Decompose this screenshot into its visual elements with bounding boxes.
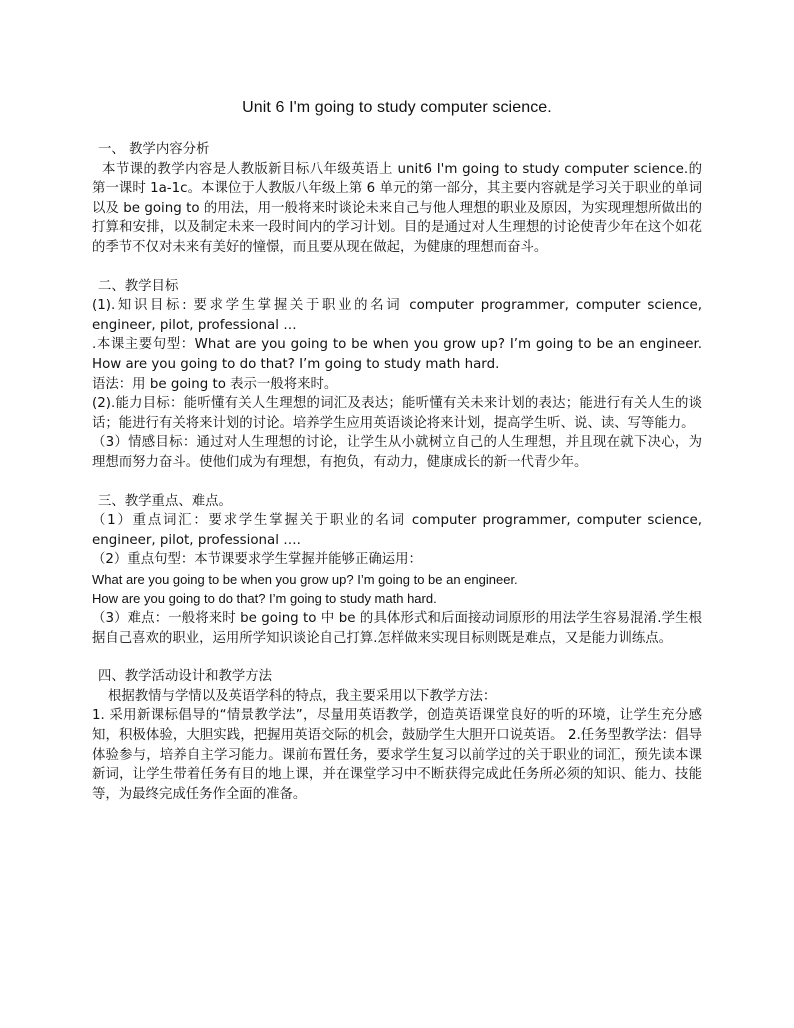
paragraph: (2).能力目标：能听懂有关人生理想的词汇及表达；能听懂有关未来计划的表达；能进行有关人生的谈话；能进行有关将来计划的讨论。培养学生应用英语谈论将来计划，提高学生听、说、读、写等能力。 — [92, 396, 702, 431]
section-key-points — [92, 492, 702, 649]
document-title: Unit 6 I'm going to study computer science. — [242, 99, 552, 116]
paragraph: How are you going to do that? I’m going to study math hard. — [92, 591, 437, 607]
paragraph: What are you going to be when you grow up? I’m going to be an engineer. — [92, 571, 518, 587]
paragraph: （2）重点句型：本节课要求学生掌握并能够正确运用： — [92, 552, 422, 568]
section-heading: 四、教学活动设计和教学方法 — [98, 669, 273, 685]
section-teaching-goals — [92, 277, 702, 473]
section-heading: 三、教学重点、难点。 — [98, 493, 232, 509]
section-heading: 一、 教学内容分析 — [98, 142, 210, 157]
paragraph: 本节课的教学内容是人教版新目标八年级英语上 unit6 I'm going to study computer science.的第一课时 1a-1c。本课位于人教版八年级上第 6 单元的第一部分，其主要内容就是学习关于职业的单词以及 be going to 的用法，用一般将来时谈论未来自己与他人理想的职业及原因，为实现理想所做出的打算和安排，以及制定未来一段时间内的学习计划。目的是通过对人生理想的讨论使青少年在这个如花的季节不仅对未来有美好的憧憬，而且要从现在做起，为健康的理想而奋斗。 — [92, 161, 702, 255]
paragraph: （1）重点词汇：要求学生掌握关于职业的名词 computer programmer, computer science, engineer, pilot, professional …. — [92, 513, 702, 548]
section-activity-design — [92, 667, 702, 804]
paragraph: 1. 采用新课标倡导的“情景教学法”，尽量用英语教学，创造英语课堂良好的听的环境，让学生充分感知，积极体验，大胆实践，把握用英语交际的机会，鼓励学生大胆开口说英语。 2.任务型教学法：倡导体验参与，培养自主学习能力。课前布置任务，要求学生复习以前学过的关于职业的词汇，预先读本课新词，让学生带着任务有目的地上课，并在课堂学习中不断获得完成此任务所必须的知识、能力、技能等，为最终完成任务作全面的准备。 — [92, 708, 702, 802]
paragraph: （3）难点：一般将来时 be going to 中 be 的具体形式和后面接动词原形的用法学生容易混淆.学生根据自己喜欢的职业，运用所学知识谈论自己打算.怎样做来实现目标则既是难点，又是能力训练点。 — [92, 611, 702, 646]
paragraph: 语法：用 be going to 表示一般将来时。 — [92, 376, 338, 392]
paragraph: （3）情感目标：通过对人生理想的讨论，让学生从小就树立自己的人生理想，并且现在就下决心，为理想而努力奋斗。使他们成为有理想，有抱负，有动力，健康成长的新一代青少年。 — [92, 435, 702, 470]
paragraph: (1).知识目标: 要求学生掌握关于职业的名词 computer programmer, computer science, engineer, pilot, professional … — [92, 298, 702, 333]
section-heading: 二、教学目标 — [98, 278, 179, 294]
section-content-analysis — [92, 140, 702, 258]
paragraph: .本课主要句型：What are you going to be when you grow up? I’m going to be an engineer. How are you going to do that? I’m going to study math hard. — [92, 337, 702, 372]
paragraph: 根据教情与学情以及英语学科的特点，我主要采用以下教学方法： — [108, 688, 497, 704]
